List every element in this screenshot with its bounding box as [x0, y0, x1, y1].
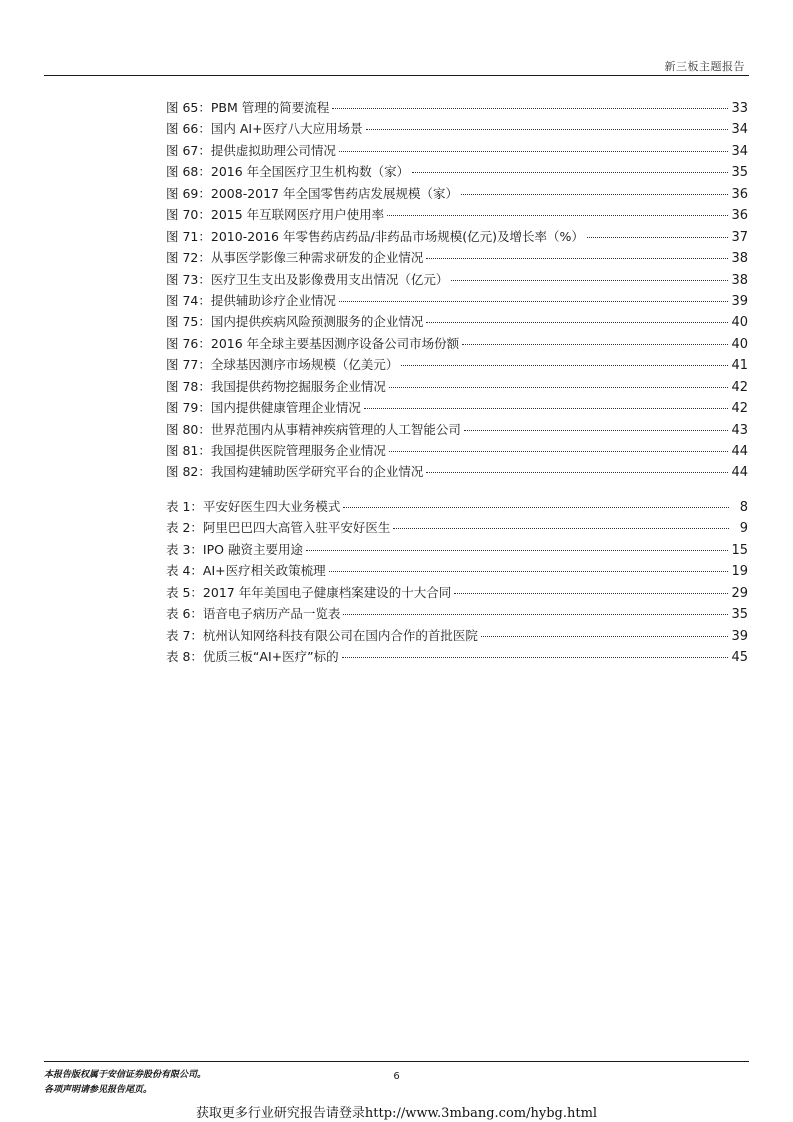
dot-leader: [461, 193, 728, 195]
toc-entry-page: 35: [731, 165, 748, 181]
toc-entry-title: 图 80：世界范围内从事精神疾病管理的人工智能公司: [166, 421, 461, 437]
toc-entry-page: 45: [731, 650, 748, 666]
toc-entry-page: 43: [731, 422, 748, 438]
figure-toc-entry[interactable]: [166, 183, 748, 204]
figure-toc-entry[interactable]: [166, 419, 748, 440]
toc-entry-title: 图 78：我国提供药物挖掘服务企业情况: [166, 378, 386, 394]
toc-entry-page: 42: [731, 379, 748, 395]
toc-entry-page: 9: [739, 521, 748, 537]
toc-entry-page: 33: [731, 101, 748, 116]
report-series-label: 新三板主题报告: [664, 60, 745, 73]
dot-leader: [332, 107, 728, 109]
page-number: 6: [393, 1071, 400, 1082]
toc-entry-page: 44: [731, 444, 748, 459]
toc-entry-page: 19: [731, 564, 748, 580]
toc-entry-title: 图 82：我国构建辅助医学研究平台的企业情况: [166, 464, 424, 480]
dot-leader: [339, 150, 729, 152]
disclaimer-line: 各项声明请参见报告尾页。: [44, 1085, 153, 1095]
toc-entry-page: 42: [731, 401, 748, 417]
dot-leader: [366, 128, 729, 130]
toc-entry-page: 39: [731, 293, 748, 309]
dot-leader: [329, 570, 729, 572]
toc-entry-page: 39: [731, 628, 748, 644]
table-toc-entry[interactable]: [166, 496, 748, 517]
table-toc-entry[interactable]: [166, 603, 748, 624]
figure-toc-entry[interactable]: [166, 376, 748, 397]
dot-leader: [412, 171, 728, 173]
toc-entry-page: 36: [731, 186, 748, 202]
toc-entry-title: 表 5：2017 年年美国电子健康档案建设的十大合同: [166, 584, 452, 600]
toc-entry-title: 表 4：AI+医疗相关政策梳理: [166, 563, 326, 579]
figure-toc-entry[interactable]: [166, 204, 748, 225]
toc-entry-page: 41: [731, 358, 748, 374]
table-toc-entry[interactable]: [166, 625, 748, 646]
toc-entry-title: 表 6：语音电子病历产品一览表: [166, 606, 341, 622]
toc-entry-title: 表 2：阿里巴巴四大高管入驻平安好医生: [166, 520, 391, 536]
figure-toc-entry[interactable]: [166, 397, 748, 418]
dot-leader: [342, 656, 729, 658]
toc-entry-title: 图 68：2016 年全国医疗卫生机构数（家）: [166, 164, 410, 180]
toc-entry-page: 35: [731, 607, 748, 623]
table-toc-entry[interactable]: [166, 646, 748, 667]
table-toc-entry[interactable]: [166, 517, 748, 538]
toc-entry-title: 图 65：PBM 管理的简要流程: [166, 100, 330, 115]
header-divider: [44, 75, 749, 76]
copyright-line: 本报告版权属于安信证券股份有限公司。: [44, 1070, 207, 1080]
figure-toc-entry[interactable]: [166, 269, 748, 290]
dot-leader: [426, 321, 728, 323]
figure-toc-entry[interactable]: [166, 161, 748, 182]
toc-entry-title: 图 70：2015 年互联网医疗用户使用率: [166, 207, 385, 223]
toc-entry-page: 8: [739, 500, 748, 515]
dot-leader: [462, 343, 728, 345]
figure-toc-entry[interactable]: [166, 440, 748, 461]
figure-toc-entry[interactable]: [166, 311, 748, 332]
dot-leader: [587, 236, 729, 238]
toc-entry-title: 表 8：优质三板“AI+医疗”标的: [166, 649, 339, 665]
toc-entry-page: 38: [731, 251, 748, 267]
toc-entry-page: 37: [731, 229, 748, 245]
dot-leader: [343, 613, 728, 615]
toc-entry-title: 图 77：全球基因测序市场规模（亿美元）: [166, 357, 399, 373]
dot-leader: [339, 300, 729, 302]
figure-toc-entry[interactable]: [166, 333, 748, 354]
dot-leader: [426, 257, 728, 259]
table-toc-entry[interactable]: [166, 560, 748, 581]
toc-entry-title: 图 73：医疗卫生支出及影像费用支出情况（亿元）: [166, 271, 449, 287]
toc-entry-title: 图 76：2016 年全球主要基因测序设备公司市场份额: [166, 335, 460, 351]
download-banner-link[interactable]: 获取更多行业研究报告请登录http://www.3mbang.com/hybg.html: [195, 1106, 598, 1121]
table-toc-entry[interactable]: [166, 539, 748, 560]
dot-leader: [389, 386, 729, 388]
toc-entry-page: 40: [731, 315, 748, 331]
toc-entry-page: 44: [731, 465, 748, 481]
toc-entry-title: 表 3：IPO 融资主要用途: [166, 541, 303, 557]
toc-entry-title: 图 66：国内 AI+医疗八大应用场景: [166, 121, 363, 137]
dot-leader: [454, 592, 728, 594]
figure-toc-entry[interactable]: [166, 118, 748, 139]
figure-toc-entry[interactable]: [166, 247, 748, 268]
toc-entry-title: 图 74：提供辅助诊疗企业情况: [166, 292, 336, 308]
figure-toc-entry[interactable]: [166, 226, 748, 247]
figure-toc-entry[interactable]: [166, 140, 748, 161]
dot-leader: [481, 635, 729, 637]
toc-entry-page: 15: [731, 542, 748, 558]
toc-entry-page: 38: [731, 272, 748, 288]
dot-leader: [451, 279, 728, 281]
toc-entry-page: 36: [731, 208, 748, 224]
toc-entry-title: 图 81：我国提供医院管理服务企业情况: [166, 443, 386, 458]
tables-toc: [166, 496, 748, 668]
toc-entry-page: 29: [731, 585, 748, 601]
dot-leader: [306, 549, 728, 551]
toc-entry-title: 表 1：平安好医生四大业务模式: [166, 499, 341, 514]
toc-entry-page: 40: [731, 336, 748, 352]
dot-leader: [401, 364, 728, 366]
dot-leader: [393, 527, 729, 529]
footer-divider: [44, 1061, 749, 1062]
toc-entry-page: 34: [731, 122, 748, 138]
dot-leader: [464, 429, 729, 431]
toc-entry-page: 34: [731, 143, 748, 159]
figure-toc-entry[interactable]: [166, 97, 748, 118]
toc-entry-title: 图 79：国内提供健康管理企业情况: [166, 400, 361, 416]
figures-toc: [166, 97, 748, 483]
figure-toc-entry[interactable]: [166, 461, 748, 482]
table-toc-entry[interactable]: [166, 582, 748, 603]
dot-leader: [343, 506, 729, 508]
dot-leader: [426, 471, 728, 473]
dot-leader: [364, 407, 729, 409]
toc-entry-title: 图 69：2008-2017 年全国零售药店发展规模（家）: [166, 185, 458, 201]
figure-toc-entry[interactable]: [166, 354, 748, 375]
dot-leader: [387, 214, 728, 216]
toc-entry-title: 图 72：从事医学影像三种需求研发的企业情况: [166, 250, 424, 266]
toc-entry-title: 图 67：提供虚拟助理公司情况: [166, 142, 336, 158]
toc-entry-title: 图 75：国内提供疾病风险预测服务的企业情况: [166, 314, 424, 330]
dot-leader: [389, 450, 729, 452]
toc-entry-title: 表 7：杭州认知网络科技有限公司在国内合作的首批医院: [166, 627, 478, 643]
toc-entry-title: 图 71：2010-2016 年零售药店药品/非药品市场规模(亿元)及增长率（%）: [166, 228, 584, 244]
figure-toc-entry[interactable]: [166, 290, 748, 311]
